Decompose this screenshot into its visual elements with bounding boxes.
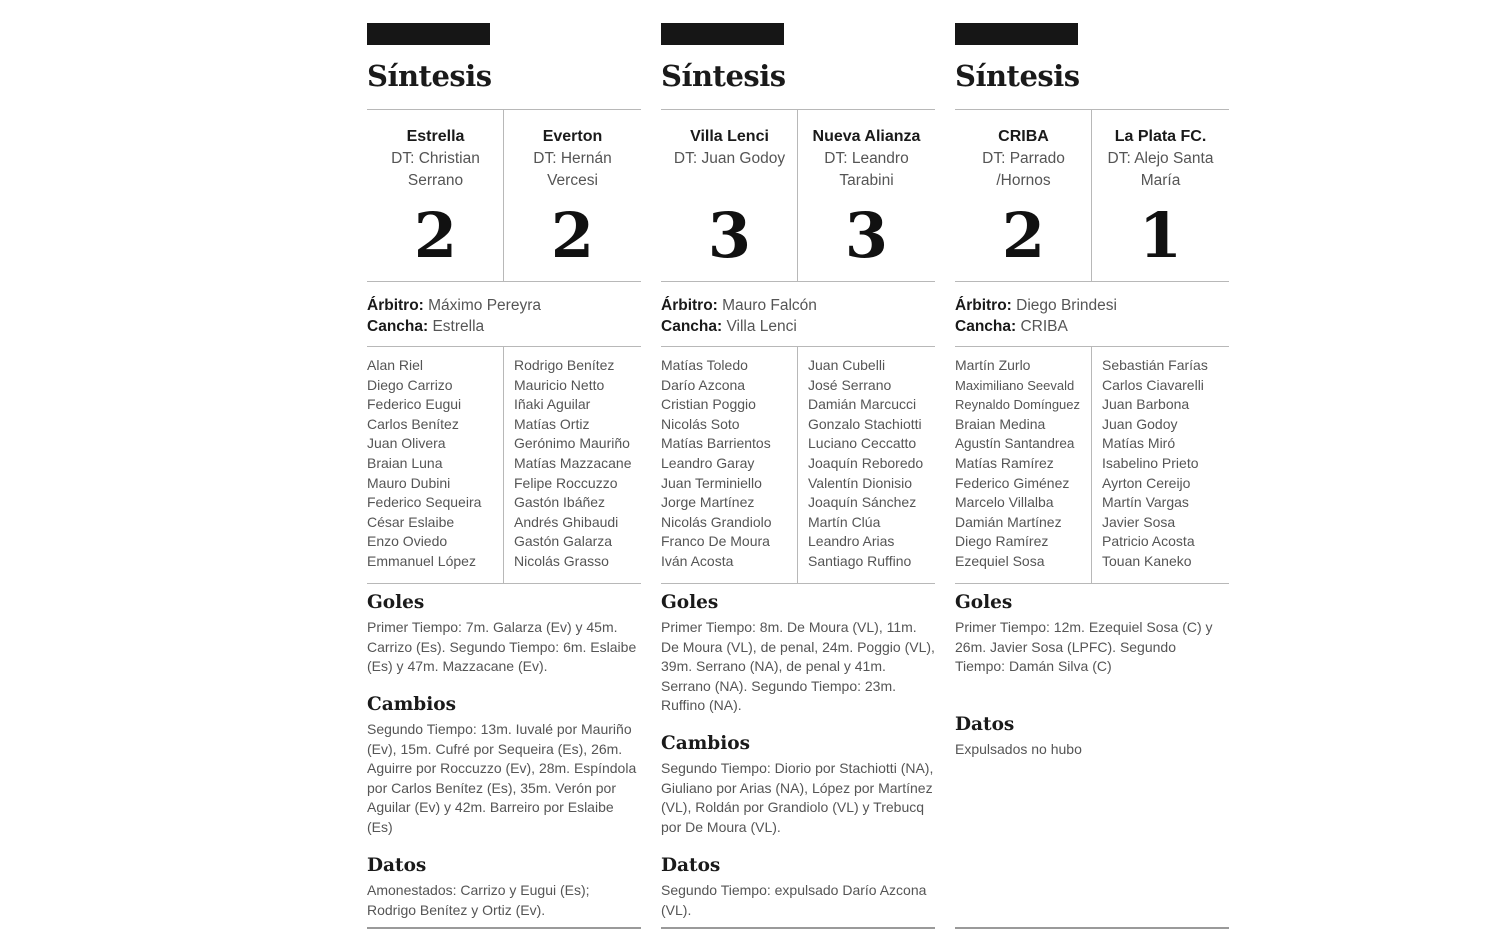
data-title: Datos [367,855,427,876]
goals-title: Goles [661,592,719,613]
player-name: Touan Kaneko [1102,552,1192,569]
player-name: Felipe Roccuzzo [514,474,618,491]
player-name: Federico Sequeira [367,494,482,511]
team-coach: DT: Christian Serrano [391,150,480,189]
player-name: Gastón Ibáñez [514,494,606,511]
player-name: Isabelino Prieto [1102,454,1199,471]
away-team [1092,126,1229,192]
substitutions-section [661,733,935,837]
data-section [661,855,935,920]
divider [955,281,1229,282]
player-name: Alan Riel [367,357,424,373]
player-name: Agustín Santandrea [955,436,1075,452]
substitutions-title: Cambios [367,694,457,715]
player-name: Leandro Arias [808,533,895,550]
player-name: Damián Martínez [955,513,1062,530]
substitutions-text: Segundo Tiempo: Diorio por Stachiotti (NA), Giuliano por Arias (NA), López por Martínez (VL), Roldán por Grandiolo (VL) y Trebucq por De Moura (VL). [661,760,934,835]
substitutions-title: Cambios [661,733,751,754]
home-team [955,126,1092,192]
player-name: Mauricio Netto [514,376,605,393]
player-name: Mauro Dubini [367,474,451,491]
player-name: Javier Sosa [1102,513,1176,530]
away-team [504,126,641,192]
player-name: Nicolás Grandiolo [661,513,772,530]
match-info [367,295,541,337]
divider [661,346,935,347]
venue-line [955,316,1117,337]
referee-line [955,295,1117,316]
player-name: Martín Vargas [1102,494,1189,511]
player-name: Braian Medina [955,415,1046,432]
team-coach: DT: Leandro Tarabini [824,150,909,189]
player-name: Jorge Martínez [661,494,755,511]
player-name: Joaquín Reboredo [808,454,924,471]
header-bar [661,23,784,45]
divider [367,109,641,110]
substitutions-text: Segundo Tiempo: 13m. Iuvalé por Mauriño (Ev), 15m. Cufré por Sequeira (Es), 26m. Aguirre por Roccuzzo (Ev), 28m. Espíndola por Carlos Benítez (Es), 35m. Verón por Aguilar (Ev) y 42m. Barreiro por Eslaibe (Es) [367,721,637,835]
player-name: Darío Azcona [661,376,746,393]
player-name: Braian Luna [367,454,443,471]
player-name: Patricio Acosta [1102,533,1195,550]
goals-title: Goles [367,592,425,613]
home-lineup [661,356,798,572]
venue-name: CRIBA [1020,318,1068,335]
divider [955,346,1229,347]
player-name: Carlos Ciavarelli [1102,376,1204,393]
section-title: Síntesis [955,59,1080,93]
player-name: Matías Barrientos [661,435,771,452]
player-name: Diego Ramírez [955,533,1049,550]
away-team [798,126,935,192]
player-name: Matías Ramírez [955,454,1054,471]
divider [367,583,641,584]
section-title: Síntesis [661,59,786,93]
player-name: Leandro Garay [661,454,755,471]
referee-label: Árbitro: [367,297,424,314]
player-name: Gerónimo Mauriño [514,435,630,452]
section-title: Síntesis [367,59,492,93]
home-score: 2 [413,199,458,272]
player-name: Ayrton Cereijo [1102,474,1191,491]
player-name: César Eslaibe [367,513,455,530]
home-team [367,126,504,192]
player-name: Nicolás Soto [661,415,740,432]
goals-section [955,592,1229,677]
match-info [955,295,1117,337]
data-title: Datos [661,855,721,876]
player-name: Federico Giménez [955,474,1070,491]
goals-text: Primer Tiempo: 8m. De Moura (VL), 11m. De Moura (VL), de penal, 24m. Poggio (VL), 39m. Serrano (NA), de penal y 41m. Serrano (NA). Segundo Tiempo: 23m. Ruffino (NA). [661,619,935,714]
match-summary-column-3 [955,0,1229,937]
team-coach: DT: Alejo Santa María [1107,150,1214,189]
referee-line [661,295,817,316]
team-coach: DT: Parrado /Hornos [982,150,1065,189]
goals-title: Goles [955,592,1013,613]
team-name: La Plata FC. [1114,128,1207,145]
header-bar [955,23,1078,45]
data-section [367,855,641,920]
referee-name: Diego Brindesi [1016,297,1117,314]
venue-name: Villa Lenci [726,318,797,335]
player-name: Valentín Dionisio [808,474,913,491]
player-name: Nicolás Grasso [514,552,609,569]
player-name: Matías Mazzacane [514,454,632,471]
divider [661,109,935,110]
data-text: Expulsados no hubo [955,741,1082,757]
match-info [661,295,817,337]
team-name: CRIBA [998,128,1049,145]
player-name: Sebastián Farías [1102,357,1208,373]
divider [955,583,1229,584]
team-name: Nueva Alianza [812,128,921,145]
player-name: Juan Terminiello [661,474,762,491]
player-name: Matías Miró [1102,435,1176,452]
data-text: Segundo Tiempo: expulsado Darío Azcona (VL). [661,882,927,918]
player-name: Santiago Ruffino [808,552,912,569]
away-lineup [808,356,945,572]
team-name: Villa Lenci [690,128,769,145]
player-name: Diego Carrizo [367,376,453,393]
player-name: Enzo Oviedo [367,533,448,550]
player-name: Reynaldo Domínguez [955,397,1081,413]
player-name: Gastón Galarza [514,533,613,550]
home-lineup [955,356,1092,572]
venue-label: Cancha: [955,318,1017,335]
data-section [955,714,1229,760]
divider [955,927,1229,929]
home-team [661,126,798,170]
divider [367,281,641,282]
away-lineup [1102,356,1239,572]
data-text: Amonestados: Carrizo y Eugui (Es); Rodrigo Benítez y Ortiz (Ev). [367,882,590,918]
referee-label: Árbitro: [661,297,718,314]
venue-line [661,316,817,337]
player-name: Matías Toledo [661,357,748,373]
divider [661,281,935,282]
away-score: 1 [1138,199,1183,272]
match-summary-column-1 [367,0,641,937]
divider [661,927,935,929]
player-name: Iván Acosta [661,552,734,569]
player-name: Martín Zurlo [955,357,1031,373]
divider [367,927,641,929]
divider [661,583,935,584]
player-name: Luciano Ceccatto [808,435,917,452]
goals-text: Primer Tiempo: 7m. Galarza (Ev) y 45m. Carrizo (Es). Segundo Tiempo: 6m. Eslaibe (Es) y 47m. Mazzacane (Ev). [367,619,637,675]
player-name: José Serrano [808,376,892,393]
player-name: Joaquín Sánchez [808,494,917,511]
venue-label: Cancha: [367,318,429,335]
player-name: Juan Cubelli [808,357,886,373]
team-coach: DT: Juan Godoy [673,150,786,167]
player-name: Andrés Ghibaudi [514,513,619,530]
home-score: 2 [1001,199,1046,272]
player-name: Juan Barbona [1102,396,1190,413]
player-name: Juan Godoy [1102,415,1178,432]
venue-label: Cancha: [661,318,723,335]
player-name: Rodrigo Benítez [514,357,615,373]
goals-section [661,592,935,716]
team-coach: DT: Hernán Vercesi [533,150,612,189]
header-bar [367,23,490,45]
player-name: Federico Eugui [367,396,462,413]
data-title: Datos [955,714,1015,735]
player-name: Cristian Poggio [661,396,756,413]
home-lineup [367,356,504,572]
player-name: Martín Clúa [808,513,881,530]
player-name: Juan Olivera [367,435,446,452]
venue-line [367,316,541,337]
away-score: 3 [844,199,889,272]
match-summary-column-2 [661,0,935,937]
substitutions-section [367,694,641,838]
referee-line [367,295,541,316]
referee-label: Árbitro: [955,297,1012,314]
player-name: Damián Marcucci [808,396,917,413]
goals-section [367,592,641,677]
player-name: Emmanuel López [367,552,476,569]
player-name: Marcelo Villalba [955,494,1054,511]
player-name: Iñaki Aguilar [514,396,591,413]
home-score: 3 [707,199,752,272]
divider [367,346,641,347]
divider [955,109,1229,110]
player-name: Carlos Benítez [367,415,459,432]
team-name: Everton [542,128,603,145]
referee-name: Máximo Pereyra [428,297,541,314]
player-name: Matías Ortiz [514,415,590,432]
player-name: Franco De Moura [661,533,770,550]
away-score: 2 [550,199,595,272]
player-name: Ezequiel Sosa [955,552,1045,569]
referee-name: Mauro Falcón [722,297,817,314]
goals-text: Primer Tiempo: 12m. Ezequiel Sosa (C) y 26m. Javier Sosa (LPFC). Segundo Tiempo: Damán Silva (C) [955,619,1213,675]
venue-name: Estrella [432,318,485,335]
player-name: Gonzalo Stachiotti [808,415,922,432]
away-lineup [514,356,651,572]
team-name: Estrella [406,128,465,145]
player-name: Maximiliano Seevald [955,377,1075,393]
